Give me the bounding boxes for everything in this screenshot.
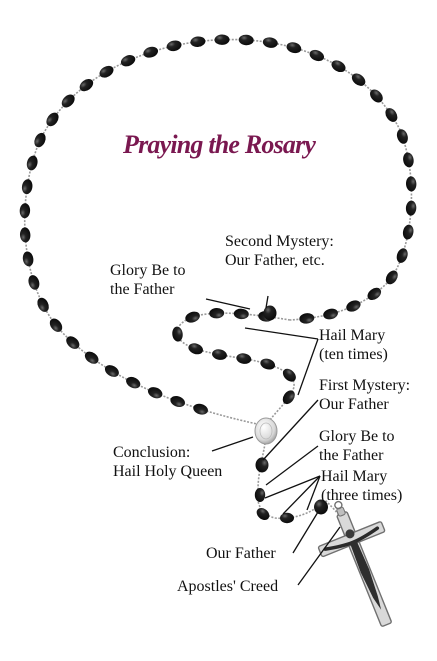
hail-mary-bead [280, 388, 297, 406]
hail-mary-bead [280, 366, 298, 384]
hail-mary-bead [254, 506, 271, 523]
hail-mary-bead [344, 298, 362, 314]
hail-mary-bead [255, 488, 265, 502]
hail-mary-bead [190, 36, 206, 48]
hail-mary-bead [146, 385, 164, 400]
hail-mary-bead [21, 179, 34, 195]
label-our-father: Our Father [206, 545, 276, 562]
hail-mary-bead [402, 152, 415, 169]
leader-hail-mary-ten-a [245, 328, 318, 339]
hail-mary-bead [184, 310, 202, 325]
hail-mary-bead [308, 48, 326, 63]
hail-mary-bead [395, 128, 410, 146]
hail-mary-bead [395, 247, 410, 265]
our-father-bead [256, 458, 269, 473]
hail-mary-bead [402, 224, 415, 241]
hail-mary-bead [259, 357, 276, 371]
hail-mary-bead [19, 203, 30, 218]
hail-mary-bead [236, 352, 253, 365]
hail-mary-bead [25, 154, 39, 171]
leader-glory-be-top [206, 299, 250, 309]
hail-mary-bead [233, 308, 249, 319]
hail-mary-bead [44, 110, 61, 128]
hail-mary-bead [299, 312, 315, 324]
hail-mary-bead [187, 341, 205, 356]
hail-mary-bead [406, 176, 417, 192]
hail-mary-bead [322, 307, 339, 321]
hail-mary-bead [192, 402, 209, 416]
leader-hail-mary-ten-b [298, 339, 318, 395]
hail-mary-bead [171, 326, 183, 342]
hail-mary-bead [142, 45, 159, 60]
hail-mary-bead [262, 36, 278, 49]
label-hail-mary-ten: Hail Mary (ten times) [319, 327, 388, 363]
label-glory-be-bottom: Glory Be to the Father [319, 428, 395, 464]
hail-mary-bead [83, 349, 101, 366]
leader-glory-be-bottom [266, 446, 318, 485]
label-glory-be-top: Glory Be to the Father [110, 262, 186, 298]
hail-mary-bead [280, 513, 294, 523]
hail-mary-bead [329, 58, 347, 74]
leader-our-father [293, 512, 318, 553]
label-second-mystery: Second Mystery: Our Father, etc. [225, 233, 334, 269]
hail-mary-bead [214, 34, 229, 45]
hail-mary-bead [119, 53, 137, 69]
hail-mary-bead [32, 131, 48, 149]
hail-mary-bead [35, 296, 51, 314]
hail-mary-bead [169, 394, 187, 409]
hail-mary-bead [124, 375, 142, 391]
hail-mary-bead [405, 200, 416, 216]
hail-mary-bead [209, 308, 224, 319]
hail-mary-bead [383, 106, 400, 124]
hail-mary-bead [20, 227, 31, 243]
hail-mary-bead [22, 251, 35, 268]
hail-mary-bead [238, 34, 254, 45]
hail-mary-bead [103, 363, 121, 380]
hail-mary-bead [27, 274, 41, 291]
label-hail-mary-three: Hail Mary (three times) [321, 468, 403, 504]
label-apostles-creed: Apostles' Creed [177, 578, 279, 595]
label-first-mystery: First Mystery: Our Father [319, 377, 411, 413]
hail-mary-bead [166, 39, 183, 52]
hail-mary-bead [97, 63, 115, 80]
rosary-medal-icon [255, 418, 277, 444]
hail-mary-bead [285, 41, 302, 55]
hail-mary-bead [211, 348, 228, 361]
diagram-title: Praying the Rosary [123, 130, 316, 159]
label-conclusion: Conclusion: Hail Holy Queen [113, 444, 223, 480]
